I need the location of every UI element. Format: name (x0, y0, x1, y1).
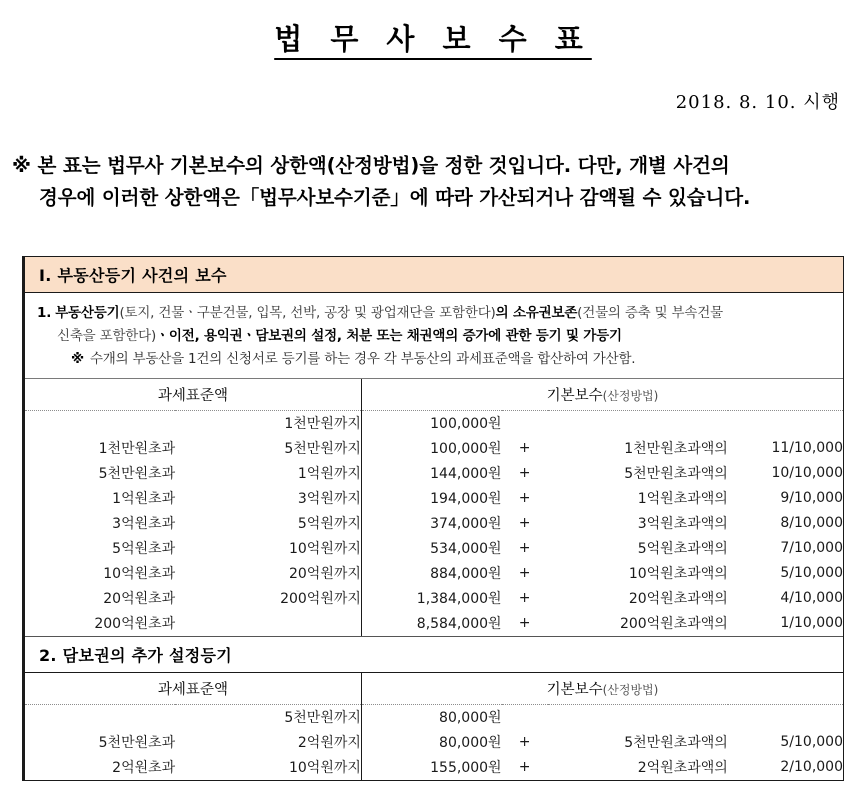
cell-excess-label (548, 410, 728, 436)
cell-base-fee: 534,000원 (361, 536, 501, 561)
item1-note-text: 수개의 부동산을 1건의 신청서로 등기를 하는 경우 각 부동산의 과세표준액을 합산하여 가산함. (89, 351, 636, 368)
table-row (25, 511, 843, 536)
cell-base-fee: 1,384,000원 (361, 586, 501, 611)
cell-rate (728, 704, 843, 730)
cell-excess-label (548, 704, 728, 730)
item1-term-1: 부동산등기 (55, 305, 120, 321)
table-row (25, 704, 843, 730)
cell-operator: + (518, 565, 531, 582)
cell-range-to: 1억원까지 (297, 466, 361, 483)
cell-range-from: 5천만원초과 (98, 466, 176, 483)
cell-base-fee: 374,000원 (361, 511, 501, 536)
cell-range-to: 20억원까지 (288, 566, 361, 583)
note-line-2: 경우에 이러한 상한액은「법무사보수기준」에 따라 가산되거나 감액될 수 있습니다. (39, 185, 751, 209)
cell-base-fee: 100,000원 (361, 410, 501, 436)
item1-line-2 (37, 325, 831, 348)
cell-operator (502, 410, 548, 436)
fee-grid-1 (25, 379, 843, 636)
cell-range-to: 5억원까지 (297, 516, 361, 533)
cell-excess-label: 3억원초과액의 (637, 516, 728, 533)
section-heading-1: Ⅰ. 부동산등기 사건의 보수 (25, 257, 843, 293)
cell-rate: 10/10,000 (771, 465, 843, 482)
item1-description (25, 293, 843, 379)
table2-header-fee-sub: (산정방법) (602, 682, 659, 697)
cell-range-to: 1천만원까지 (284, 416, 361, 433)
table2-header-taxbase: 과세표준액 (25, 673, 361, 705)
cell-excess-label: 2억원초과액의 (637, 760, 728, 777)
cell-operator: + (518, 759, 531, 776)
cell-base-fee: 80,000원 (361, 730, 501, 755)
note-mark-icon: ※ (71, 351, 84, 368)
table-row (25, 486, 843, 511)
table-row (25, 436, 843, 461)
note-line-1: ※ 본 표는 법무사 기본보수의 상한액(산정방법)을 정한 것입니다. 다만, 개별 사건의 (12, 154, 730, 177)
cell-rate: 1/10,000 (780, 615, 843, 632)
item1-paren-3: 신축을 포함한다) (57, 328, 157, 345)
document-note (0, 150, 866, 213)
table2-body (25, 704, 843, 780)
table-row (25, 561, 843, 586)
cell-range-to: 10억원까지 (288, 541, 361, 558)
page-title: 법 무 사 보 수 표 (274, 22, 592, 56)
cell-excess-label: 5천만원초과액의 (624, 466, 728, 483)
cell-operator: + (518, 615, 531, 632)
cell-range-from: 10억원초과 (103, 566, 176, 583)
effective-date: 2018. 8. 10. 시행 (675, 92, 840, 113)
cell-range-from: 5억원초과 (112, 541, 176, 558)
table-row (25, 586, 843, 611)
table-row (25, 611, 843, 636)
cell-operator: + (518, 590, 531, 607)
cell-base-fee: 8,584,000원 (361, 611, 501, 636)
table2-header-fee (361, 673, 843, 705)
cell-range-to: 200억원까지 (280, 591, 361, 608)
cell-excess-label: 200억원초과액의 (619, 616, 728, 633)
item1-note (37, 348, 831, 371)
cell-range-from: 3억원초과 (112, 516, 176, 533)
table1-header-fee-main: 기본보수 (546, 387, 603, 404)
cell-range-from: 1억원초과 (112, 491, 176, 508)
cell-rate: 7/10,000 (780, 540, 843, 557)
item1-paren-1: (토지, 건물ㆍ구분건물, 입목, 선박, 공장 및 광업재단을 포함한다) (119, 305, 496, 321)
cell-base-fee: 100,000원 (361, 436, 501, 461)
cell-base-fee: 155,000원 (361, 755, 501, 780)
cell-base-fee: 144,000원 (361, 461, 501, 486)
cell-rate: 11/10,000 (771, 440, 843, 457)
cell-range-from: 2억원초과 (112, 760, 176, 777)
fee-grid-2 (25, 673, 843, 780)
cell-range-from: 200억원초과 (94, 616, 176, 633)
cell-rate (728, 410, 843, 436)
cell-excess-label: 5천만원초과액의 (624, 735, 728, 752)
cell-rate: 2/10,000 (780, 759, 843, 776)
table1-body (25, 410, 843, 636)
cell-range-from: 20억원초과 (103, 591, 176, 608)
cell-range-to: 2억원까지 (297, 735, 361, 752)
cell-range-to: 3억원까지 (297, 491, 361, 508)
table1-header-row (25, 379, 843, 411)
cell-base-fee: 80,000원 (361, 704, 501, 730)
cell-range-to: 10억원까지 (288, 760, 361, 777)
cell-range-to (175, 611, 361, 636)
cell-operator: + (518, 465, 531, 482)
cell-excess-label: 1억원초과액의 (637, 491, 728, 508)
item1-line-1 (37, 302, 831, 325)
cell-rate: 5/10,000 (780, 734, 843, 751)
table-row (25, 730, 843, 755)
table-row (25, 536, 843, 561)
cell-operator (502, 704, 548, 730)
cell-base-fee: 884,000원 (361, 561, 501, 586)
cell-range-from: 1천만원초과 (98, 441, 176, 458)
fee-schedule-table (22, 256, 844, 781)
cell-excess-label: 5억원초과액의 (637, 541, 728, 558)
table-row (25, 410, 843, 436)
cell-operator: + (518, 540, 531, 557)
cell-operator: + (518, 440, 531, 457)
table2-header-fee-main: 기본보수 (546, 681, 603, 698)
item1-term-2: 의 소유권보존 (495, 305, 578, 321)
cell-excess-label: 1천만원초과액의 (624, 441, 728, 458)
cell-rate: 9/10,000 (780, 490, 843, 507)
cell-rate: 8/10,000 (780, 515, 843, 532)
table1-header-fee (361, 379, 843, 411)
cell-range-to: 5천만원까지 (284, 441, 361, 458)
table1-header-fee-sub: (산정방법) (602, 388, 659, 403)
section-heading-2: 2. 담보권의 추가 설정등기 (25, 636, 843, 673)
table-row (25, 755, 843, 780)
table1-header-taxbase: 과세표준액 (25, 379, 361, 411)
cell-operator: + (518, 490, 531, 507)
cell-operator: + (518, 734, 531, 751)
cell-base-fee: 194,000원 (361, 486, 501, 511)
cell-operator: + (518, 515, 531, 532)
cell-excess-label: 10억원초과액의 (628, 566, 728, 583)
item1-term-3: ㆍ이전, 용익권ㆍ담보권의 설정, 처분 또는 채권액의 증가에 관한 등기 및 가등기 (156, 328, 622, 345)
cell-rate: 4/10,000 (780, 590, 843, 607)
cell-rate: 5/10,000 (780, 565, 843, 582)
cell-range-from (25, 410, 175, 436)
item1-paren-2: (건물의 증축 및 부속건물 (577, 305, 723, 321)
cell-range-from: 5천만원초과 (98, 735, 176, 752)
table2-header-row (25, 673, 843, 705)
item1-number: 1. (37, 305, 52, 321)
table-row (25, 461, 843, 486)
cell-range-to: 5천만원까지 (284, 710, 361, 727)
cell-range-from (25, 704, 175, 730)
cell-excess-label: 20억원초과액의 (628, 591, 728, 608)
